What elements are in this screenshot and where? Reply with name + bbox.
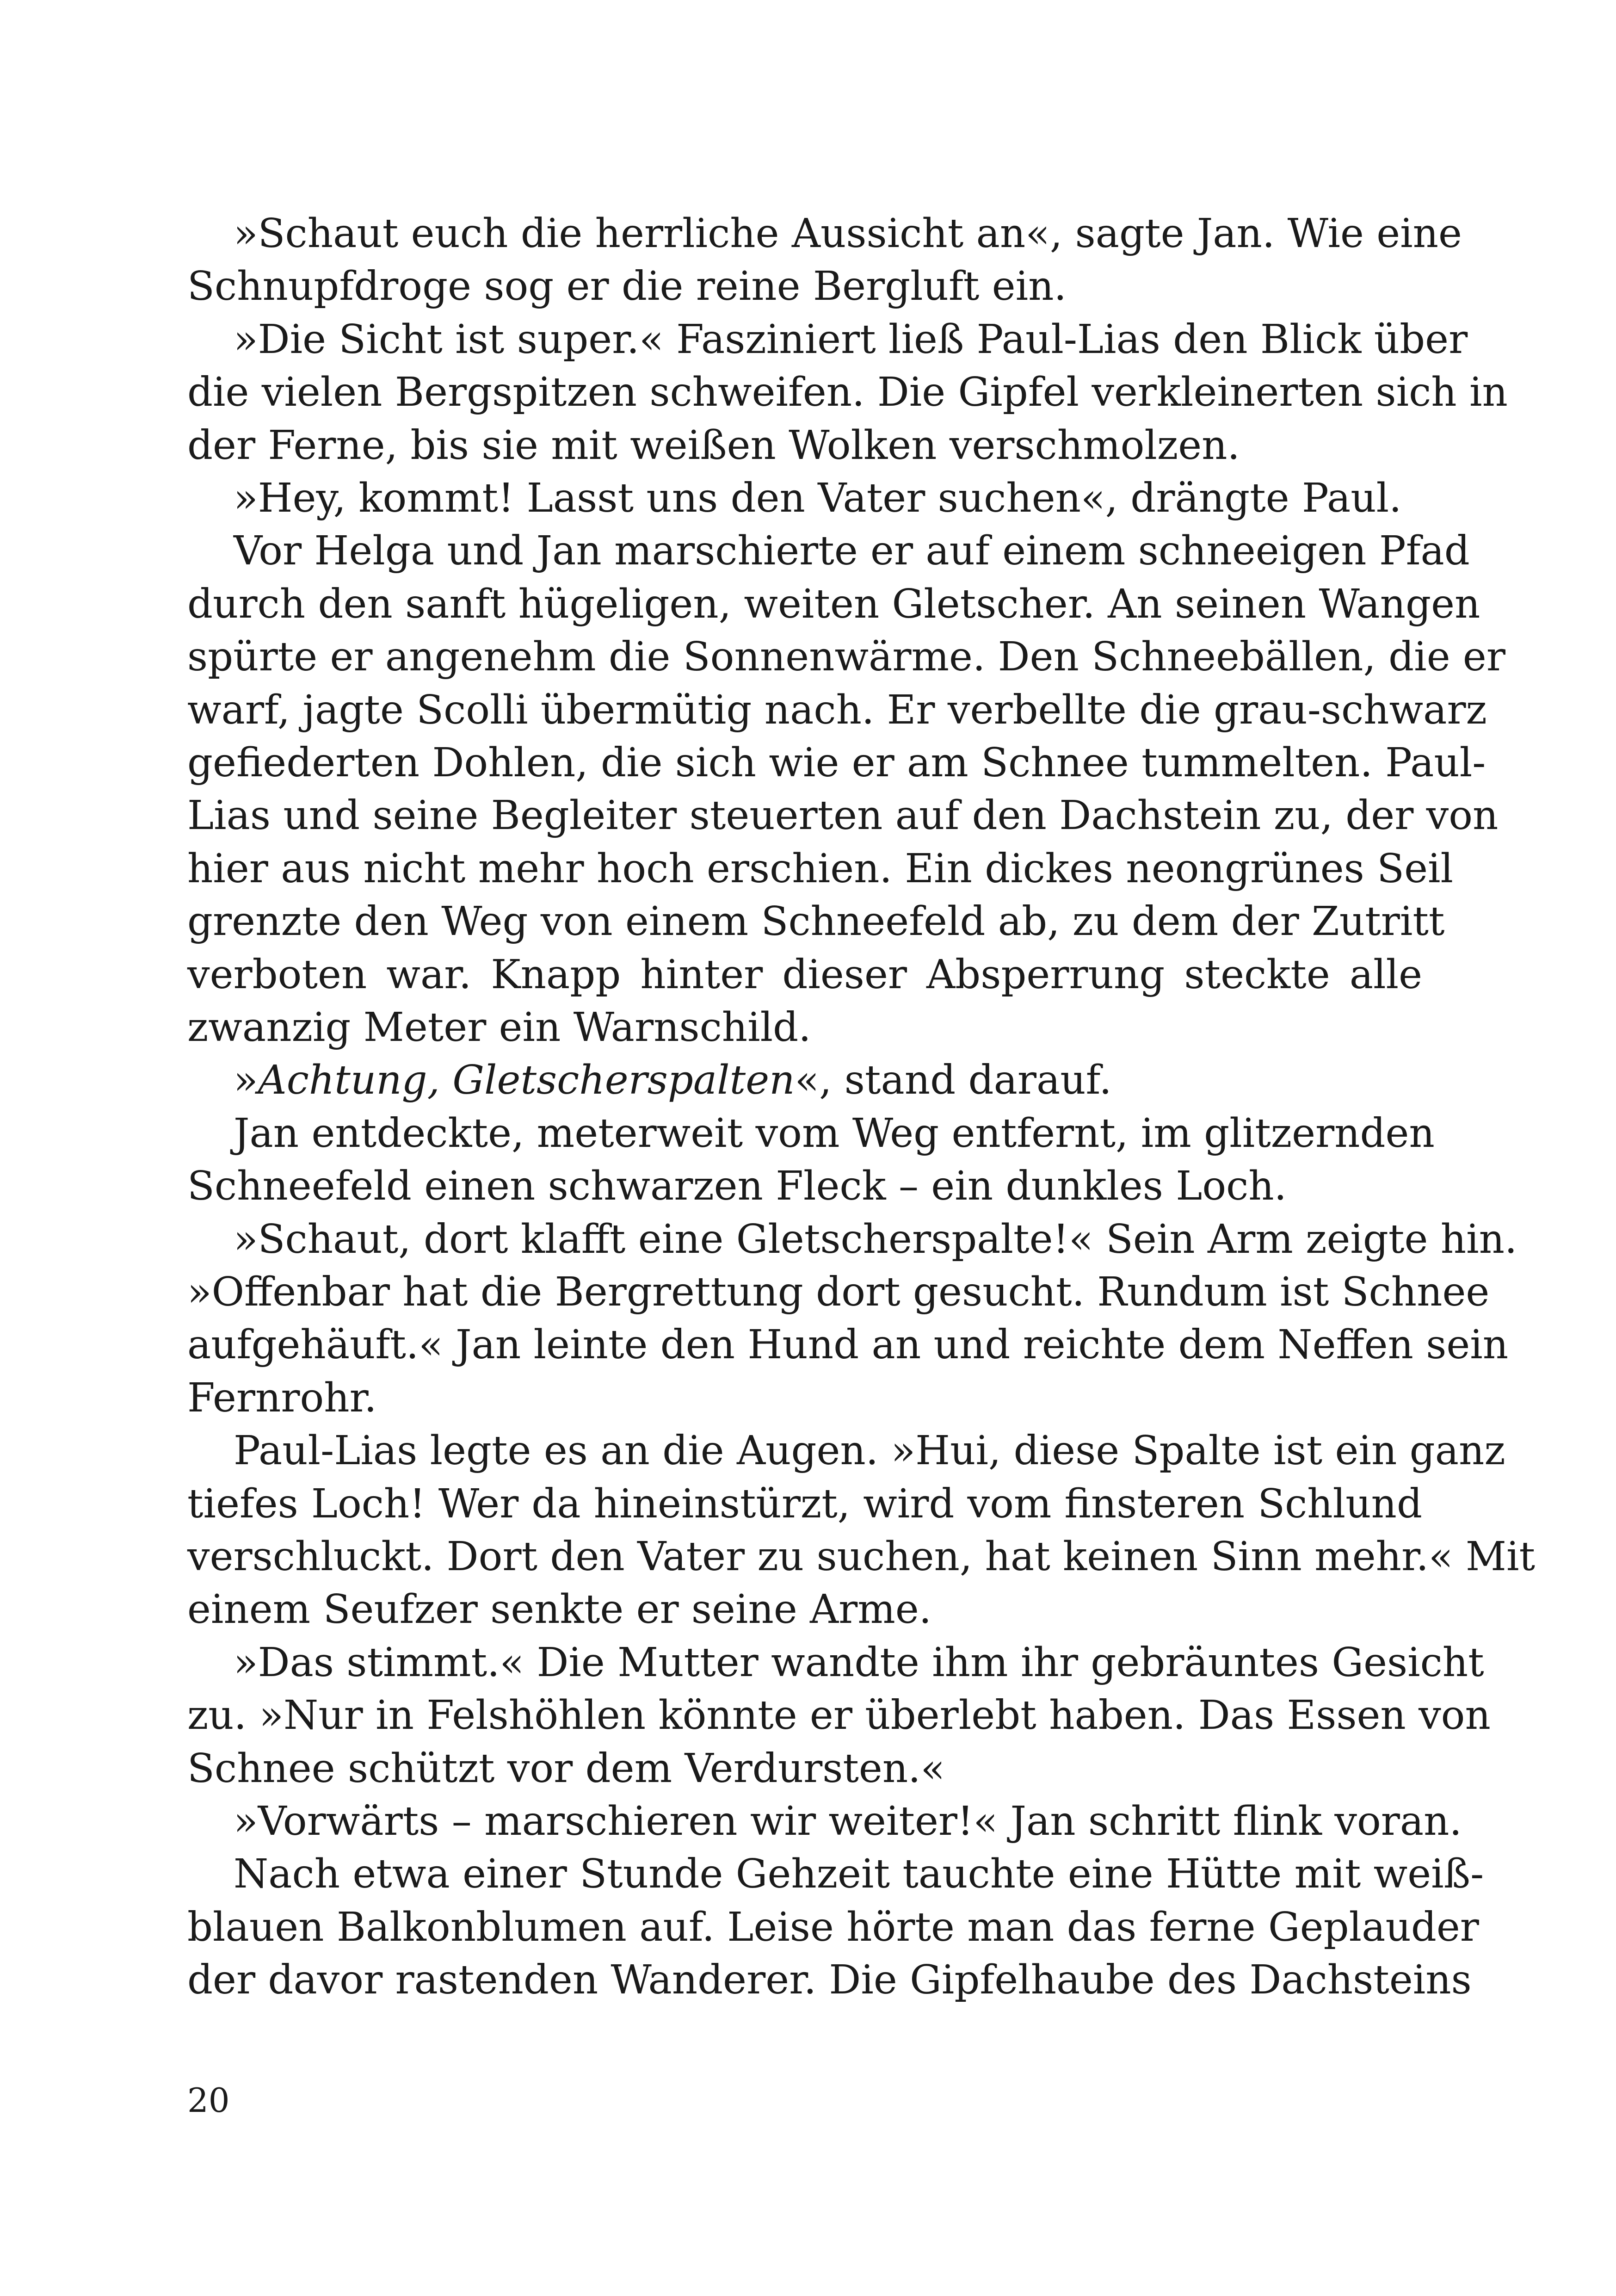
text-line: spürte er angenehm die Sonnenwärme. Den Schneebällen, die er xyxy=(187,634,1505,681)
text-line: warf, jagte Scolli übermütig nach. Er verbellte die grau-schwarz xyxy=(187,687,1487,733)
text-line: gefiederten Dohlen, die sich wie er am Schnee tummelten. Paul- xyxy=(187,740,1486,786)
page-number: 20 xyxy=(187,2081,230,2120)
text-line: »Schaut euch die herrliche Aussicht an«, sagte Jan. Wie eine xyxy=(234,210,1462,257)
text-line: zu. »Nur in Felshöhlen könnte er überlebt haben. Das Essen von xyxy=(187,1692,1491,1739)
text-line: »Das stimmt.« Die Mutter wandte ihm ihr gebräuntes Gesicht xyxy=(234,1639,1484,1686)
text-line: Lias und seine Begleiter steuerten auf den Dachstein zu, der von xyxy=(187,792,1499,839)
text-line: aufgehäuft.« Jan leinte den Hund an und reichte dem Neffen sein xyxy=(187,1322,1509,1368)
text-line: der Ferne, bis sie mit weißen Wolken verschmolzen. xyxy=(187,422,1240,469)
text-line: grenzte den Weg von einem Schneefeld ab, zu dem der Zutritt xyxy=(187,898,1445,945)
text-line: »Die Sicht ist super.« Fasziniert ließ Paul-Lias den Blick über xyxy=(234,316,1468,363)
text-span: » xyxy=(234,1057,258,1104)
text-line: verschluckt. Dort den Vater zu suchen, hat keinen Sinn mehr.« Mit xyxy=(187,1534,1536,1580)
text-line: Vor Helga und Jan marschierte er auf einem schneeigen Pfad xyxy=(234,528,1470,575)
text-line: Jan entdeckte, meterweit vom Weg entfernt, im glitzernden xyxy=(234,1110,1435,1157)
text-line: »Offenbar hat die Bergrettung dort gesucht. Rundum ist Schnee xyxy=(187,1269,1490,1315)
text-line: blauen Balkonblumen auf. Leise hörte man das ferne Geplauder xyxy=(187,1904,1479,1950)
text-line: »Hey, kommt! Lasst uns den Vater suchen«, drängte Paul. xyxy=(234,475,1402,521)
text-line: durch den sanft hügeligen, weiten Gletscher. An seinen Wangen xyxy=(187,581,1480,627)
text-line: Paul-Lias legte es an die Augen. »Hui, diese Spalte ist ein ganz xyxy=(234,1428,1505,1474)
text-line: »Schaut, dort klafft eine Gletscherspalte!« Sein Arm zeigte hin. xyxy=(234,1216,1517,1262)
text-line: Schneefeld einen schwarzen Fleck – ein dunkles Loch. xyxy=(187,1163,1287,1210)
italic-text-span: Achtung, Gletscherspalten xyxy=(258,1057,795,1104)
text-line: hier aus nicht mehr hoch erschien. Ein dickes neongrünes Seil xyxy=(187,845,1453,892)
text-line: einem Seufzer senkte er seine Arme. xyxy=(187,1586,932,1633)
text-line: die vielen Bergspitzen schweifen. Die Gipfel verkleinerten sich in xyxy=(187,369,1508,416)
text-line: Fernrohr. xyxy=(187,1374,377,1421)
text-line: Schnee schützt vor dem Verdursten.« xyxy=(187,1745,945,1792)
text-line: zwanzig Meter ein Warnschild. xyxy=(187,1004,811,1051)
text-line: Nach etwa einer Stunde Gehzeit tauchte eine Hütte mit weiß- xyxy=(234,1851,1484,1898)
text-line: verboten war. Knapp hinter dieser Absperrung steckte alle xyxy=(187,951,1422,998)
text-line: der davor rastenden Wanderer. Die Gipfelhaube des Dachsteins xyxy=(187,1957,1472,2004)
text-span: «, stand darauf. xyxy=(795,1057,1112,1104)
text-line xyxy=(187,1057,1422,1103)
text-line: »Vorwärts – marschieren wir weiter!« Jan schritt flink voran. xyxy=(234,1798,1462,1844)
text-line: Schnupfdroge sog er die reine Bergluft ein. xyxy=(187,263,1067,310)
text-line: tiefes Loch! Wer da hineinstürzt, wird vom finsteren Schlund xyxy=(187,1480,1422,1527)
